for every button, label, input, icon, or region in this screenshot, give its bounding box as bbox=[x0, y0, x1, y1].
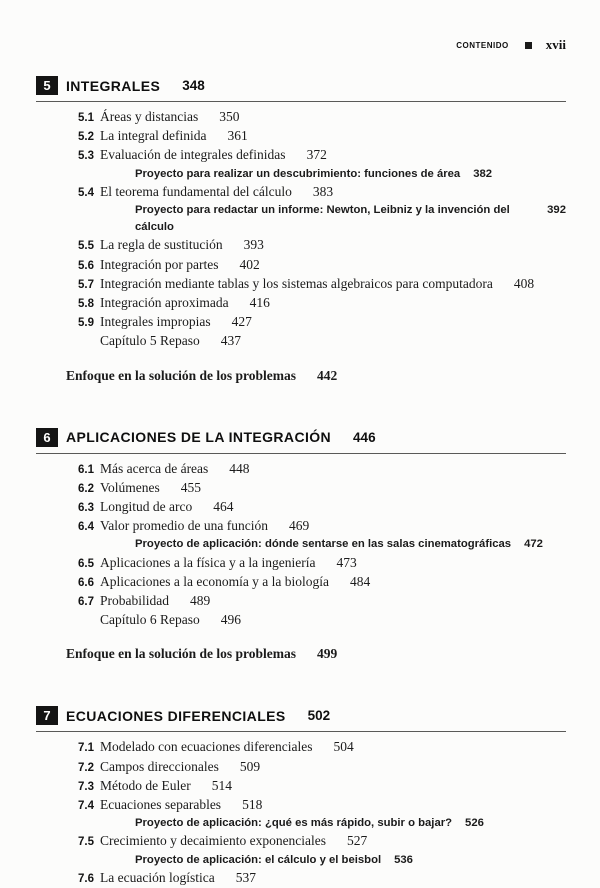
focus-row bbox=[36, 646, 566, 662]
section-row bbox=[36, 127, 566, 146]
section-title: Integración por partes bbox=[100, 256, 219, 272]
chapter-rows bbox=[36, 106, 566, 350]
section-title: Evaluación de integrales definidas bbox=[100, 147, 286, 163]
section-title: Probabilidad bbox=[100, 593, 169, 609]
section-number: 7.6 bbox=[78, 872, 94, 885]
project-title: Proyecto de aplicación: dónde sentarse en las salas cinematográficas bbox=[135, 538, 512, 551]
section-title: Áreas y distancias bbox=[100, 109, 199, 124]
project-row bbox=[36, 166, 566, 183]
section-row bbox=[36, 275, 566, 294]
project-row bbox=[36, 536, 566, 553]
section-number: 6.7 bbox=[78, 596, 94, 609]
section-page-number: 518 bbox=[242, 797, 263, 813]
chapter-page-number: 348 bbox=[182, 78, 205, 93]
chapter-heading bbox=[36, 706, 566, 732]
review-page-number: 496 bbox=[220, 612, 241, 628]
section-row bbox=[36, 460, 566, 479]
section-page-number: 514 bbox=[211, 777, 232, 793]
project-page-number: 382 bbox=[473, 167, 493, 180]
section-title: Más acerca de áreas bbox=[100, 460, 209, 476]
section-row bbox=[36, 294, 566, 313]
section-row bbox=[36, 517, 566, 536]
section-row bbox=[36, 869, 566, 888]
section-row bbox=[36, 313, 566, 332]
section-title: El teorema fundamental del cálculo bbox=[100, 183, 292, 199]
section-page-number: 509 bbox=[239, 758, 261, 774]
section-number: 6.1 bbox=[78, 463, 94, 476]
focus-row bbox=[36, 368, 566, 384]
chapter-page-number: 446 bbox=[353, 429, 376, 445]
section-title: Integración aproximada bbox=[100, 295, 229, 311]
review-page-number: 437 bbox=[220, 333, 241, 349]
section-number: 6.2 bbox=[78, 482, 94, 495]
section-row bbox=[36, 592, 566, 611]
review-title: Capítulo 5 Repaso bbox=[100, 333, 200, 349]
project-title: Proyecto de aplicación: el cálculo y el beisbol bbox=[135, 853, 382, 866]
section-title: Aplicaciones a la economía y a la biología bbox=[100, 573, 330, 589]
chapter-rows bbox=[36, 458, 566, 629]
section-row bbox=[36, 554, 566, 573]
section-number: 5.6 bbox=[78, 259, 94, 272]
section-number: 5.5 bbox=[78, 240, 94, 253]
section-page-number: 372 bbox=[306, 147, 327, 163]
section-page-number: 504 bbox=[333, 739, 354, 755]
project-page-number: 536 bbox=[394, 853, 413, 866]
section-page-number: 383 bbox=[312, 183, 334, 199]
chapter-title: ECUACIONES DIFERENCIALES bbox=[66, 707, 286, 724]
section-title: Valor promedio de una función bbox=[100, 518, 268, 534]
section-page-number: 527 bbox=[347, 833, 368, 849]
project-page-number: 526 bbox=[465, 817, 484, 830]
section-title: Ecuaciones separables bbox=[100, 797, 222, 813]
section-title: Integrales impropias bbox=[100, 314, 211, 330]
project-title: Proyecto para realizar un descubrimiento: funciones de área bbox=[135, 167, 461, 180]
section-row bbox=[36, 777, 566, 796]
project-row bbox=[36, 815, 566, 832]
section-page-number: 469 bbox=[288, 518, 310, 534]
section-page-number: 361 bbox=[227, 128, 248, 144]
project-row bbox=[36, 202, 566, 236]
section-page-number: 408 bbox=[513, 275, 535, 291]
focus-page-number: 442 bbox=[317, 367, 338, 383]
chapter-number-box: 6 bbox=[36, 428, 58, 447]
section-number: 5.1 bbox=[78, 112, 94, 124]
section-row bbox=[36, 758, 566, 777]
section-number: 5.9 bbox=[78, 317, 94, 330]
project-row bbox=[36, 852, 566, 869]
chapter-page-number: 502 bbox=[307, 708, 331, 724]
chapter-heading bbox=[36, 76, 566, 102]
section-title: La regla de sustitución bbox=[100, 237, 223, 253]
section-page-number: 416 bbox=[249, 295, 270, 311]
section-title: Crecimiento y decaimiento exponenciales bbox=[100, 833, 327, 849]
chapter-rows bbox=[36, 736, 566, 888]
review-title: Capítulo 6 Repaso bbox=[100, 612, 200, 628]
section-number: 6.6 bbox=[78, 576, 94, 589]
section-title: Volúmenes bbox=[100, 479, 160, 495]
section-page-number: 427 bbox=[231, 314, 252, 330]
section-page-number: 448 bbox=[229, 460, 250, 476]
chapter-heading bbox=[36, 428, 566, 454]
review-row bbox=[36, 611, 566, 628]
section-row bbox=[36, 796, 566, 815]
section-row bbox=[36, 738, 566, 757]
section-number: 5.7 bbox=[78, 278, 94, 291]
focus-page-number: 499 bbox=[317, 646, 338, 662]
section-number: 5.4 bbox=[78, 186, 94, 199]
project-title: Proyecto para redactar un informe: Newton, Leibniz y la invención del cálculo bbox=[135, 204, 510, 234]
project-page-number: 392 bbox=[547, 204, 566, 217]
section-page-number: 455 bbox=[180, 479, 201, 495]
section-number: 5.2 bbox=[78, 131, 94, 144]
section-title: La integral definida bbox=[100, 128, 207, 144]
section-page-number: 402 bbox=[239, 256, 260, 272]
chapter-block bbox=[36, 706, 566, 888]
section-number: 7.1 bbox=[78, 742, 94, 755]
section-number: 6.5 bbox=[78, 557, 94, 570]
section-title: Longitud de arco bbox=[100, 499, 193, 515]
section-page-number: 484 bbox=[350, 573, 371, 589]
section-title: Integración mediante tablas y los sistemas algebraicos para computadora bbox=[100, 275, 493, 291]
section-number: 5.3 bbox=[78, 150, 94, 163]
section-row bbox=[36, 236, 566, 255]
section-number: 6.4 bbox=[78, 521, 94, 534]
folio-page-number: xvii bbox=[545, 37, 566, 52]
section-page-number: 537 bbox=[235, 869, 256, 885]
section-row bbox=[36, 256, 566, 275]
section-title: Modelado con ecuaciones diferenciales bbox=[100, 739, 313, 755]
section-title: Campos direccionales bbox=[100, 758, 219, 774]
chapter-number-box: 7 bbox=[36, 706, 58, 725]
section-page-number: 464 bbox=[213, 499, 234, 515]
section-number: 7.5 bbox=[78, 836, 94, 849]
project-page-number: 472 bbox=[524, 538, 543, 551]
section-row bbox=[36, 573, 566, 592]
focus-title: Enfoque en la solución de los problemas bbox=[66, 646, 297, 662]
section-row bbox=[36, 498, 566, 517]
review-row bbox=[36, 332, 566, 349]
toc-main bbox=[36, 76, 566, 888]
section-number: 5.8 bbox=[78, 298, 94, 311]
running-title: CONTENIDO bbox=[456, 40, 509, 50]
section-number: 6.3 bbox=[78, 502, 94, 515]
chapter-block bbox=[36, 428, 566, 663]
chapter-title: INTEGRALES bbox=[66, 77, 161, 94]
section-page-number: 393 bbox=[243, 237, 264, 253]
square-separator-icon bbox=[525, 42, 532, 49]
section-title: Método de Euler bbox=[100, 777, 191, 793]
chapter-number-box: 5 bbox=[36, 76, 58, 95]
section-title: La ecuación logística bbox=[100, 869, 215, 885]
section-page-number: 489 bbox=[190, 593, 211, 609]
section-row bbox=[36, 146, 566, 165]
section-page-number: 473 bbox=[336, 554, 357, 570]
project-title: Proyecto de aplicación: ¿qué es más rápido, subir o bajar? bbox=[135, 817, 453, 830]
chapter-title: APLICACIONES DE LA INTEGRACIÓN bbox=[66, 429, 332, 446]
chapter-block bbox=[36, 76, 566, 384]
section-page-number: 350 bbox=[219, 109, 240, 124]
section-row bbox=[36, 183, 566, 202]
running-header bbox=[36, 38, 566, 52]
section-title: Aplicaciones a la física y a la ingeniería bbox=[100, 554, 316, 570]
section-row bbox=[36, 479, 566, 498]
section-number: 7.2 bbox=[78, 761, 94, 774]
focus-title: Enfoque en la solución de los problemas bbox=[66, 367, 297, 383]
section-number: 7.3 bbox=[78, 780, 94, 793]
section-row bbox=[36, 108, 566, 127]
section-number: 7.4 bbox=[78, 800, 94, 813]
